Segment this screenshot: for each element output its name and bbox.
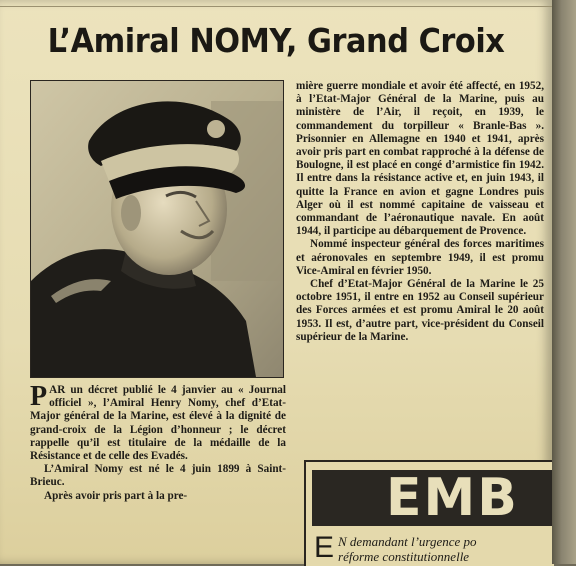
article-column-left [30, 381, 286, 503]
article-paragraph: Après avoir pris part à la pre- [44, 489, 188, 502]
next-article-box [304, 460, 554, 566]
adjacent-page-edge [552, 0, 576, 564]
next-article-line-2: réforme constitutionnelle [338, 549, 470, 564]
admiral-portrait-photo [30, 80, 284, 378]
article-paragraph: mière guerre mondiale et avoir été affecté, en 1952, à l’Etat-Major Général de la Marine, puis au ministère de l’Air, il reçoit, en 1939, le commandement du torpilleur « Branle-Bas ». Prisonnier en Allemagne en 1940 et 1941, après avoir pris part en combat rapproché à la défense de Boulogne, il est placé en congé d’armistice fin 1942. Il entre dans la résistance active et, en juin 1943, il quitte la France en avion et gagne Londres puis Alger où il est nommé capitaine de vaisseau et commandant de l’aéronautique navale. En août 1944, il participe au débarquement de Provence. [296, 80, 544, 238]
article-paragraph: AR un décret publié le 4 janvier au « Journal officiel », l’Amiral Henry Nomy, chef d’Etat-Major général de la Marine, est élevé à la dignité de grand-croix de la Légion d’honneur ; le décret rappelle qu’il est titulaire de la médaille de la Résistance et de celle des Evadés. [30, 384, 286, 463]
article-column-right [296, 80, 544, 344]
top-rule [0, 6, 552, 7]
article-paragraph: Chef d’Etat-Major Général de la Marine le 25 octobre 1951, il entre en 1952 au Conseil supérieur des Forces armées et est promu Amiral le 20 août 1953. Il est, d’autre part, vice-président du Conseil supérieur de la Marine. [296, 278, 544, 343]
next-article-line-1: N demandant l’urgence po [338, 534, 477, 549]
portrait-photo [31, 81, 283, 377]
next-article-banner: EMB [312, 470, 554, 526]
article-paragraph: L’Amiral Nomy est né le 4 juin 1899 à Saint-Brieuc. [30, 463, 286, 489]
next-article-dropcap: E [314, 534, 335, 564]
article-dropcap: P [30, 381, 48, 412]
article-headline: L’Amiral NOMY, Grand Croix [47, 21, 505, 60]
article-paragraph: Nommé inspecteur général des forces maritimes et aéronovales en septembre 1949, il est promu Vice-Amiral en février 1950. [296, 238, 544, 277]
next-article-text [314, 534, 554, 564]
